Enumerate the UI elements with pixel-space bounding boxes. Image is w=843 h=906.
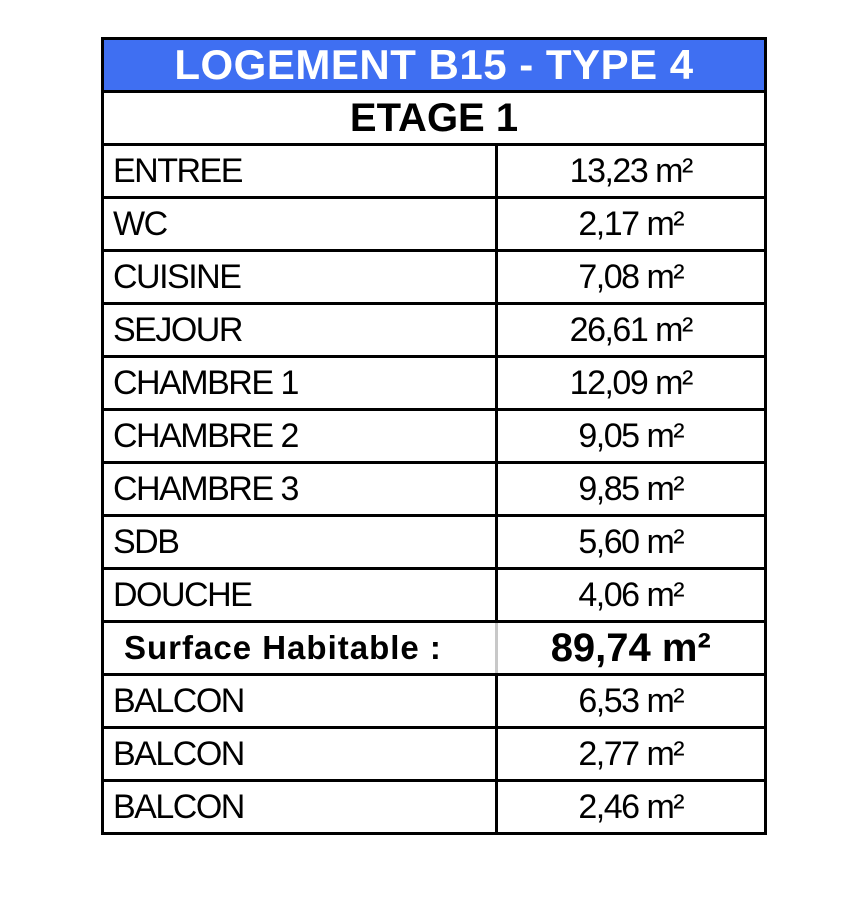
room-area: 7,08 m² — [496, 251, 764, 304]
room-area: 13,23 m² — [496, 146, 764, 198]
total-label: Surface Habitable : — [104, 622, 496, 675]
table-row — [104, 357, 764, 410]
room-name: SEJOUR — [104, 304, 496, 357]
surface-table — [101, 37, 767, 835]
table-row — [104, 251, 764, 304]
room-name: DOUCHE — [104, 569, 496, 622]
room-name: CHAMBRE 1 — [104, 357, 496, 410]
room-name: CUISINE — [104, 251, 496, 304]
exterior-name: BALCON — [104, 781, 496, 833]
room-name: ENTREE — [104, 146, 496, 198]
total-area: 89,74 m² — [496, 622, 764, 675]
room-area-table — [104, 146, 764, 832]
table-row — [104, 198, 764, 251]
total-row — [104, 622, 764, 675]
room-area: 2,17 m² — [496, 198, 764, 251]
exterior-name: BALCON — [104, 675, 496, 728]
room-area: 26,61 m² — [496, 304, 764, 357]
exterior-area: 2,46 m² — [578, 787, 684, 826]
room-name: SDB — [104, 516, 496, 569]
room-area: 4,06 m² — [496, 569, 764, 622]
table-row — [104, 675, 764, 728]
room-name: WC — [104, 198, 496, 251]
room-name: CHAMBRE 3 — [104, 463, 496, 516]
table-row — [104, 781, 764, 833]
floor-label: ETAGE 1 — [104, 93, 764, 146]
table-row — [104, 569, 764, 622]
room-area: 12,09 m² — [496, 357, 764, 410]
table-row — [104, 146, 764, 198]
table-row — [104, 463, 764, 516]
room-area: 9,85 m² — [496, 463, 764, 516]
exterior-area: 2,77 m² — [496, 728, 764, 781]
table-title: LOGEMENT B15 - TYPE 4 — [104, 40, 764, 93]
room-name: CHAMBRE 2 — [104, 410, 496, 463]
table-row — [104, 304, 764, 357]
table-row — [104, 410, 764, 463]
exterior-name: BALCON — [104, 728, 496, 781]
table-row — [104, 728, 764, 781]
exterior-area: 6,53 m² — [496, 675, 764, 728]
table-row — [104, 516, 764, 569]
room-area: 5,60 m² — [496, 516, 764, 569]
room-area: 9,05 m² — [496, 410, 764, 463]
